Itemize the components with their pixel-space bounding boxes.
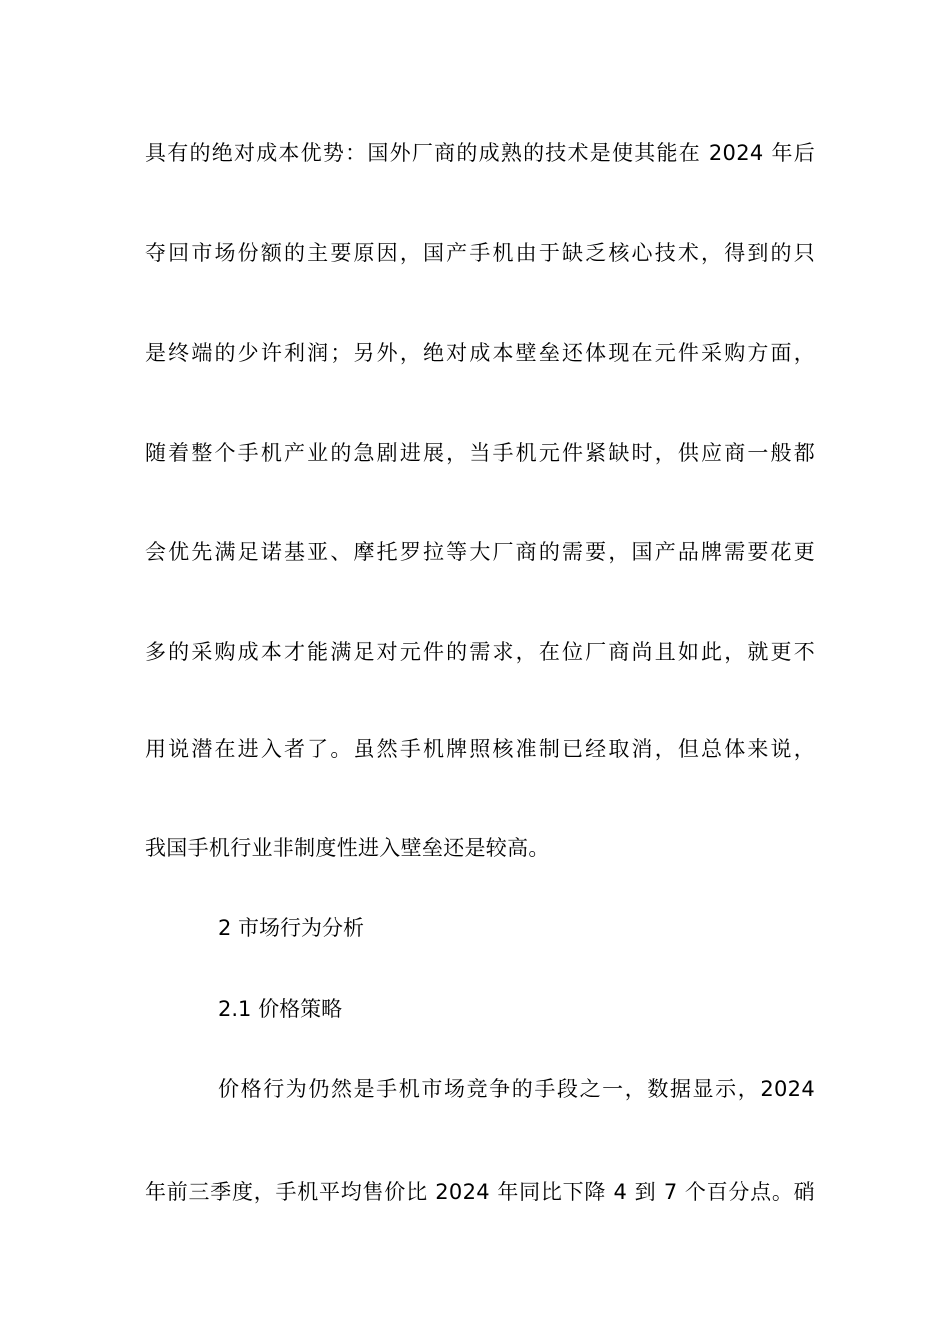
paragraph-line: 年前三季度，手机平均售价比 2024 年同比下降 4 到 7 个百分点。硝 <box>145 1180 815 1204</box>
paragraph-line: 是终端的少许利润；另外，绝对成本壁垒还体现在元件采购方面， <box>145 341 815 365</box>
subsection-heading: 2.1 价格策略 <box>218 997 343 1021</box>
paragraph-line: 会优先满足诺基亚、摩托罗拉等大厂商的需要，国产品牌需要花更 <box>145 540 815 564</box>
paragraph-line: 随着整个手机产业的急剧进展，当手机元件紧缺时，供应商一般都 <box>145 441 815 465</box>
paragraph-line: 夺回市场份额的主要原因，国产手机由于缺乏核心技术，得到的只 <box>145 241 815 265</box>
paragraph-line: 我国手机行业非制度性进入壁垒还是较高。 <box>145 836 550 860</box>
paragraph-line: 多的采购成本才能满足对元件的需求，在位厂商尚且如此，就更不 <box>145 640 815 664</box>
section-heading: 2 市场行为分析 <box>218 916 365 940</box>
paragraph-line: 具有的绝对成本优势：国外厂商的成熟的技术是使其能在 2024 年后 <box>145 141 815 165</box>
paragraph-line: 价格行为仍然是手机市场竞争的手段之一，数据显示，2024 <box>218 1077 815 1101</box>
paragraph-line: 用说潜在进入者了。虽然手机牌照核准制已经取消，但总体来说， <box>145 737 815 761</box>
